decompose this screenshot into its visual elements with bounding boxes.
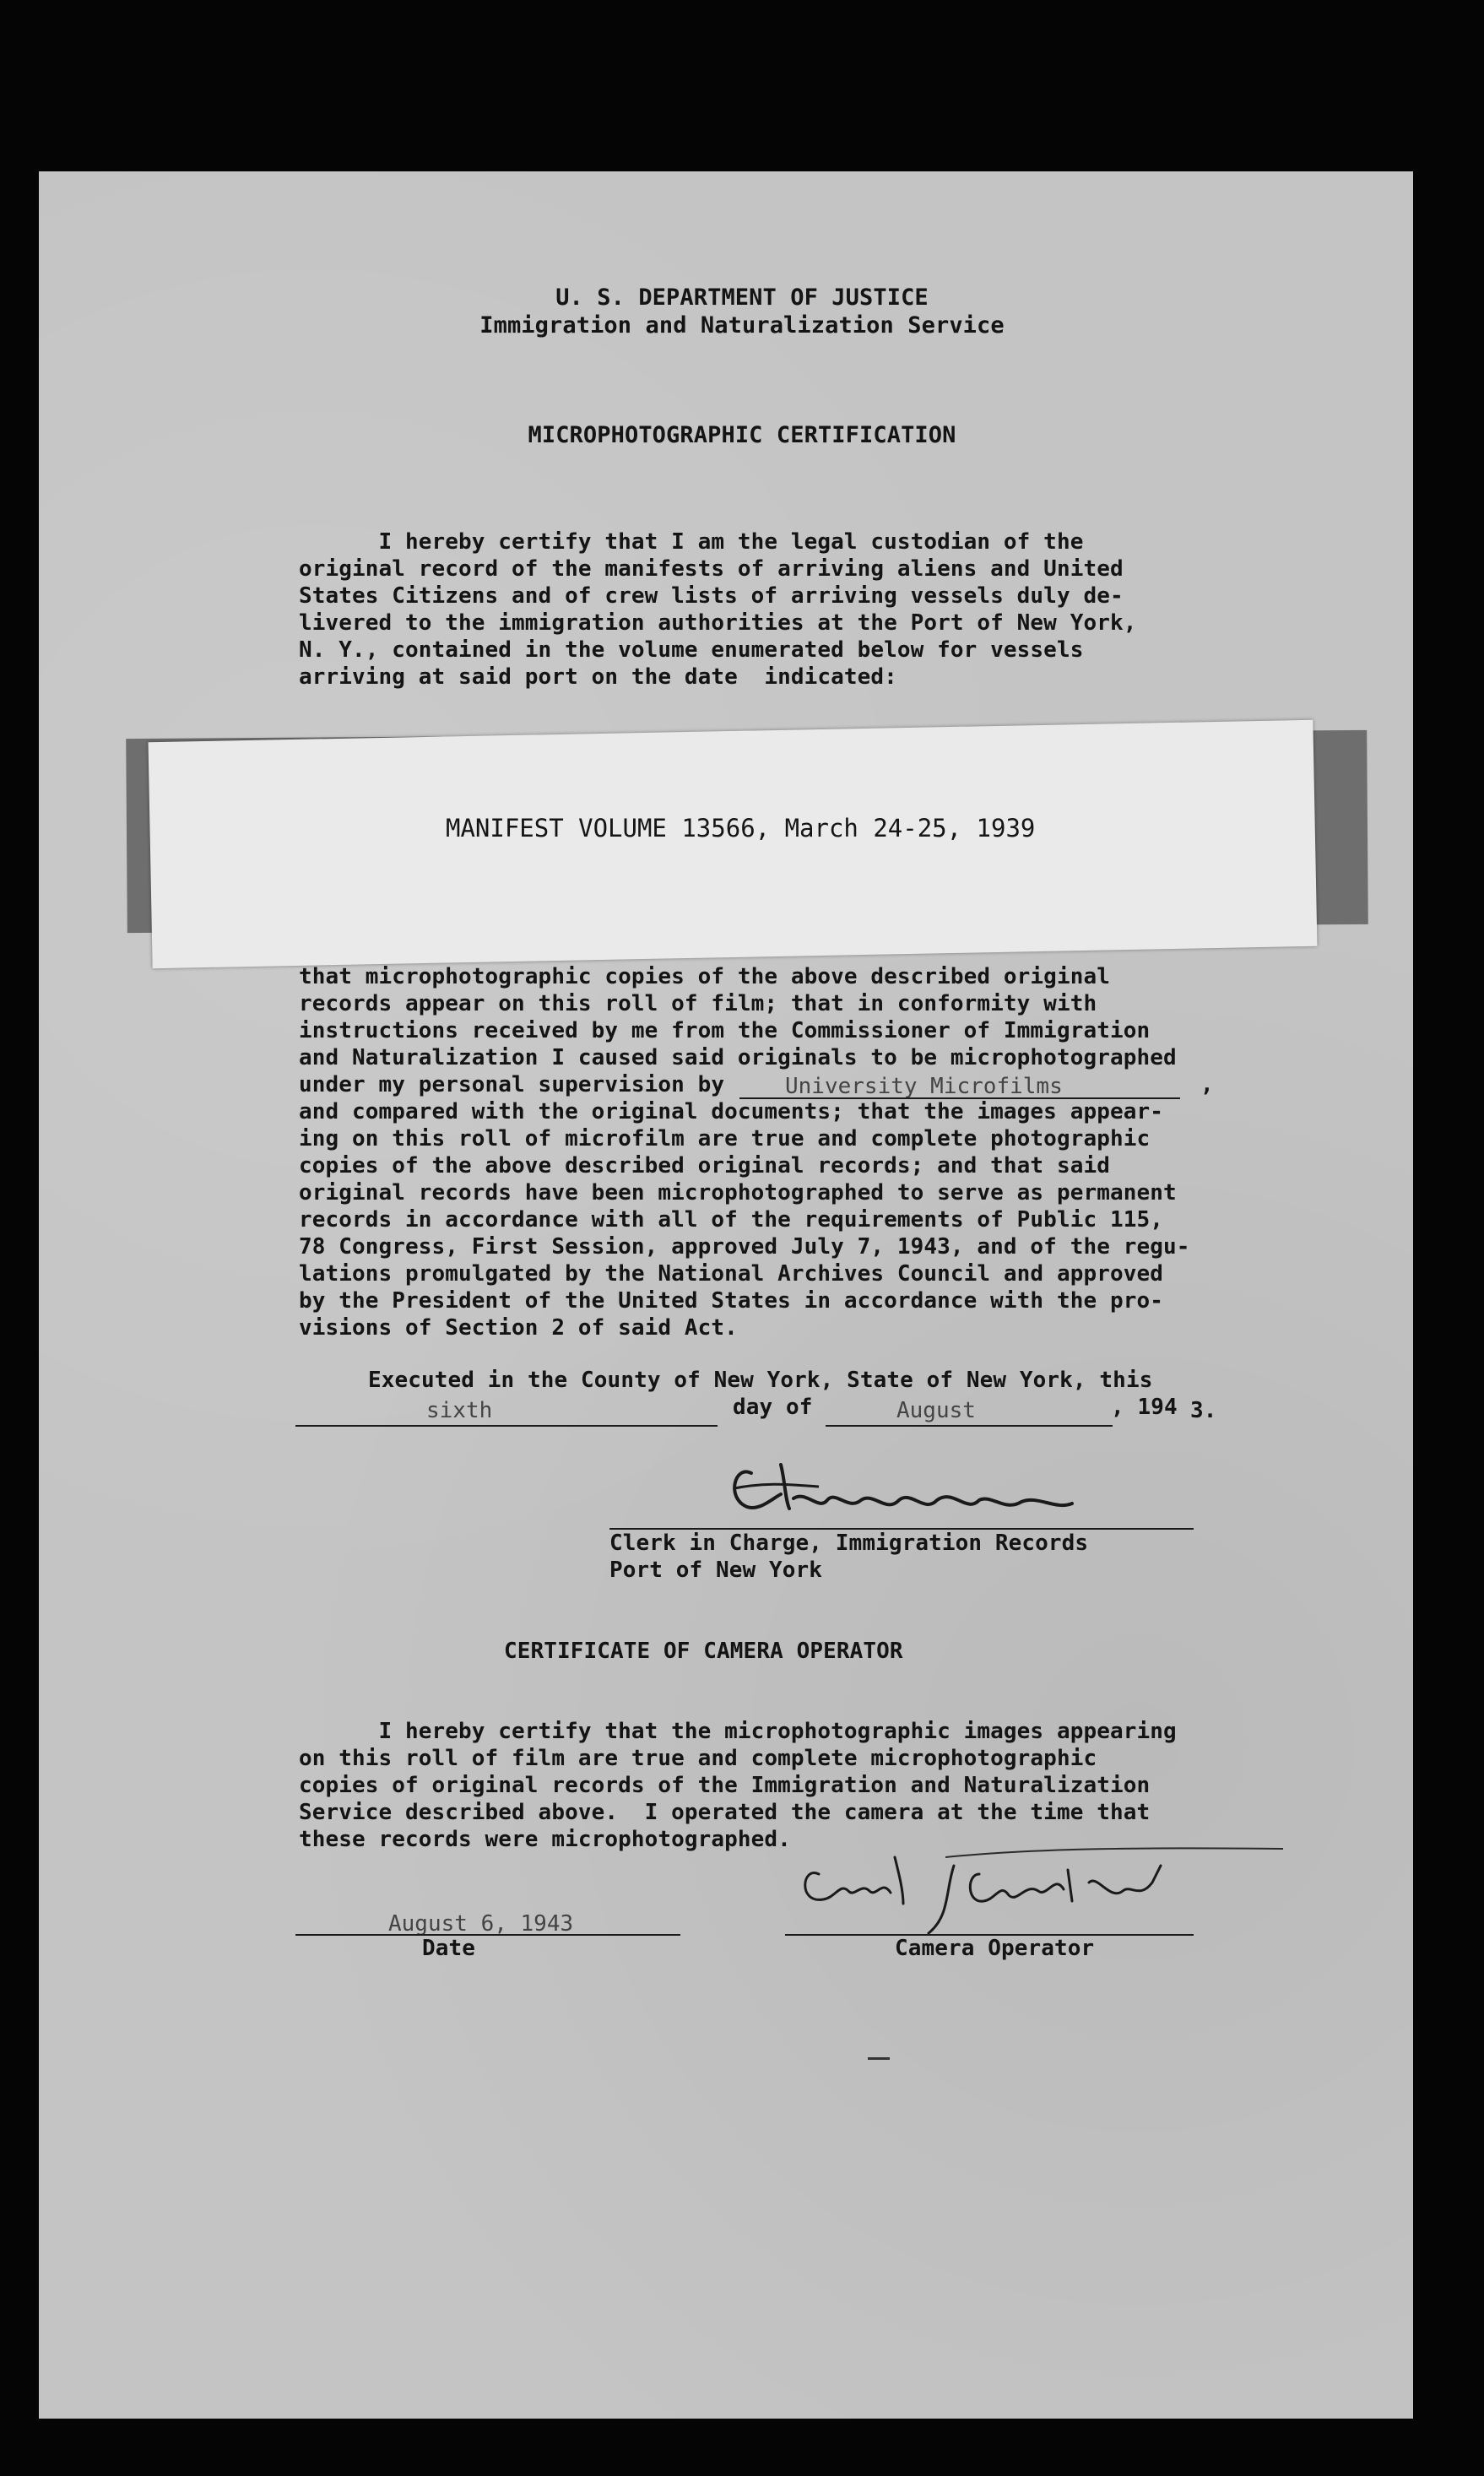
supervisor-comma: , (1200, 1072, 1214, 1097)
day-of-label: day of (733, 1395, 813, 1420)
body-line: under my personal supervision by (299, 1072, 725, 1097)
stray-mark (868, 2057, 890, 2060)
camera-certificate-title: CERTIFICATE OF CAMERA OPERATOR (504, 1639, 903, 1664)
body-line: records appear on this roll of film; that in conformity with (299, 991, 1097, 1016)
volume-slip (149, 720, 1318, 968)
service-heading: Immigration and Naturalization Service (479, 312, 1005, 339)
body-line: ing on this roll of microfilm are true and complete photographic (299, 1126, 1151, 1151)
body-line: and compared with the original documents; that the images appear- (299, 1099, 1163, 1124)
supervisor-name: University Microfilms (785, 1074, 1063, 1099)
intro-line: original record of the manifests of arriving aliens and United (299, 556, 1124, 582)
camera-line: Service described above. I operated the camera at the time that (299, 1800, 1151, 1825)
body-line: 78 Congress, First Session, approved July 7, 1943, and of the regu- (299, 1234, 1190, 1260)
department-heading: U. S. DEPARTMENT OF JUSTICE (555, 284, 929, 311)
body-line: by the President of the United States in accordance with the pro- (299, 1288, 1163, 1314)
intro-line: I hereby certify that I am the legal custodian of the (299, 529, 1084, 555)
intro-line: N. Y., contained in the volume enumerated below for vessels (299, 637, 1084, 663)
camera-line: on this roll of film are true and complete microphotographic (299, 1746, 1097, 1771)
body-line: that microphotographic copies of the above described original (299, 964, 1110, 989)
clerk-place: Port of New York (609, 1558, 823, 1583)
day-value: sixth (426, 1398, 493, 1423)
date-label: Date (422, 1936, 476, 1961)
body-line: lations promulgated by the National Archives Council and approved (299, 1261, 1163, 1287)
intro-line: States Citizens and of crew lists of arriving vessels duly de- (299, 583, 1124, 609)
body-line: original records have been microphotographed to serve as permanent (299, 1180, 1177, 1205)
month-rule (826, 1425, 1113, 1427)
body-line: copies of the above described original records; and that said (299, 1153, 1110, 1178)
body-line: visions of Section 2 of said Act. (299, 1315, 738, 1341)
date-value: August 6, 1943 (388, 1911, 574, 1937)
camera-operator-signature (777, 1823, 1283, 1942)
camera-line: these records were microphotographed. (299, 1827, 791, 1852)
year-suffix: 3. (1190, 1398, 1217, 1423)
body-line: and Naturalization I caused said originals to be microphotographed (299, 1045, 1177, 1070)
clerk-title: Clerk in Charge, Immigration Records (609, 1531, 1089, 1556)
body-line: instructions received by me from the Commissioner of Immigration (299, 1018, 1151, 1043)
day-rule (295, 1425, 718, 1427)
executed-line: Executed in the County of New York, State of New York, this (368, 1368, 1153, 1393)
camera-line: I hereby certify that the microphotographic images appearing (299, 1719, 1177, 1744)
document-title: MICROPHOTOGRAPHIC CERTIFICATION (528, 422, 956, 448)
date-rule (295, 1934, 680, 1936)
intro-line: livered to the immigration authorities at the Port of New York, (299, 610, 1137, 636)
operator-label: Camera Operator (895, 1936, 1095, 1961)
body-line: records in accordance with all of the requirements of Public 115, (299, 1207, 1163, 1233)
month-value: August (896, 1398, 976, 1423)
intro-line: arriving at said port on the date indicated: (299, 664, 897, 690)
manifest-volume-label: MANIFEST VOLUME 13566, March 24-25, 1939 (446, 814, 1036, 842)
clerk-signature (701, 1448, 1173, 1524)
year-prefix: , 194 (1111, 1395, 1178, 1420)
camera-line: copies of original records of the Immigration and Naturalization (299, 1773, 1151, 1798)
